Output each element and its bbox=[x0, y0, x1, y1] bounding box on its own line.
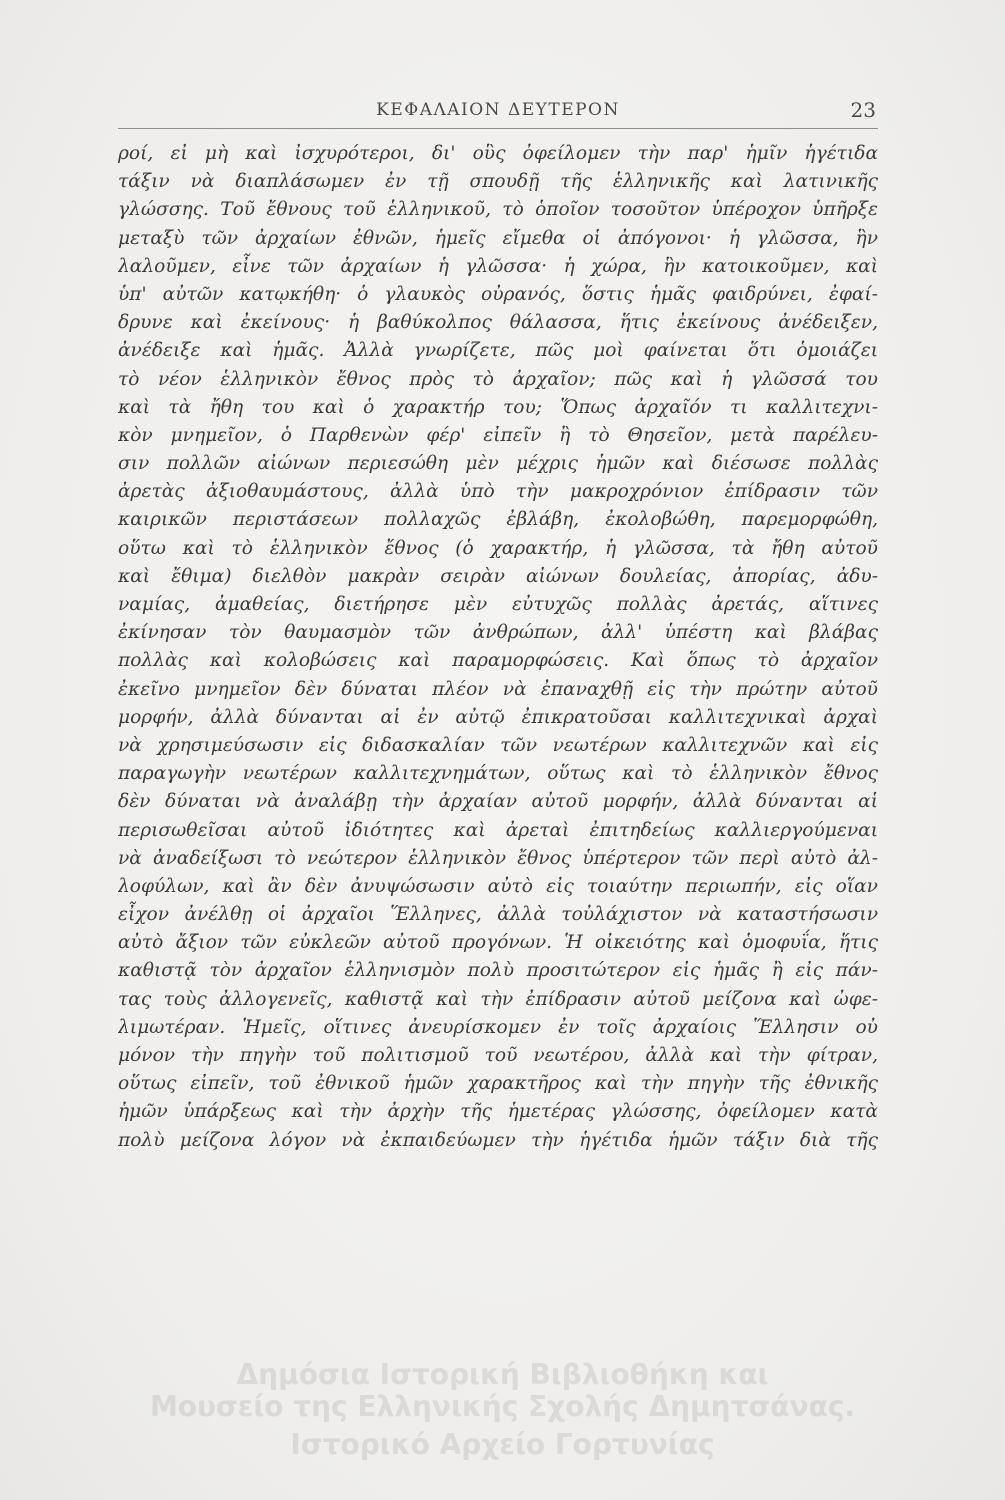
text-line: καιρικῶν περιστάσεων πολλαχῶς ἐβλάβη, ἐκολοβώθη, παρεμορφώθη, bbox=[118, 509, 878, 531]
text-line: τάξιν νὰ διαπλάσωμεν ἐν τῇ σπουδῇ τῆς ἑλληνικῆς καὶ λατινικῆς bbox=[118, 171, 878, 193]
text-line: καὶ τὰ ἤθη του καὶ ὁ χαρακτήρ του; Ὅπως ἀρχαῖόν τι καλλιτεχνι- bbox=[118, 396, 878, 418]
text-line: ὑπ' αὐτῶν κατῳκήθη· ὁ γλαυκὸς οὐρανός, ὅστις ἡμᾶς φαιδρύνει, ἐφαί- bbox=[118, 283, 878, 305]
text-line: μόνον τὴν πηγὴν τοῦ πολιτισμοῦ τοῦ νεωτέρου, ἀλλὰ καὶ τὴν φίτραν, bbox=[118, 1045, 878, 1066]
page-number: 23 bbox=[850, 98, 876, 122]
text-line: περισωθεῖσαι αὐτοῦ ἰδιότητες καὶ ἀρεταὶ ἐπιτηδείως καλλιεργούμεναι bbox=[118, 819, 878, 841]
text-line: κὸν μνημεῖον, ὁ Παρθενὼν φέρ' εἰπεῖν ἢ τὸ Θησεῖον, μετὰ παρέλευ- bbox=[118, 424, 878, 446]
text-line: ναμίας, ἀμαθείας, διετήρησε μὲν εὐτυχῶς πολλὰς ἀρετάς, αἵτινες bbox=[118, 594, 878, 615]
text-line: μορφήν, ἀλλὰ δύνανται αἱ ἐν αὐτῷ ἐπικρατοῦσαι καλλιτεχνικαὶ ἀρχαὶ bbox=[118, 706, 878, 728]
text-line: καὶ ἔθιμα) διελθὸν μακρὰν σειρὰν αἰώνων δουλείας, ἀπορίας, ἀδυ- bbox=[118, 565, 878, 587]
watermark-line-2: Μουσείο της Ελληνικής Σχολής Δημητσάνας. bbox=[149, 1390, 856, 1423]
text-line: καθιστᾷ τὸν ἀρχαῖον ἑλληνισμὸν πολὺ προσιτώτερον εἰς ἡμᾶς ἢ εἰς πάν- bbox=[118, 960, 878, 982]
text-line: νὰ χρησιμεύσωσιν εἰς διδασκαλίαν τῶν νεωτέρων καλλιτεχνῶν καὶ εἰς bbox=[118, 734, 878, 756]
text-line: πολὺ μείζονα λόγον νὰ ἐκπαιδεύωμεν τὴν ἡγέτιδα ἡμῶν τάξιν διὰ τῆς bbox=[118, 1129, 878, 1151]
text-line: λοφύλων, καὶ ἂν δὲν ἀνυψώσωσιν αὐτὸ εἰς τοιαύτην περιωπήν, εἰς οἵαν bbox=[118, 875, 878, 897]
text-line: εἶχον ἀνέλθῃ οἱ ἀρχαῖοι Ἕλληνες, ἀλλὰ τοὐλάχιστον νὰ καταστήσωσιν bbox=[118, 904, 878, 926]
text-line: σιν πολλῶν αἰώνων περιεσώθη μὲν μέχρις ἡμῶν καὶ διέσωσε πολλὰς bbox=[118, 453, 878, 475]
body-text bbox=[118, 140, 878, 1155]
page-header bbox=[118, 92, 878, 129]
text-line: δρυνε καὶ ἐκείνους· ἡ βαθύκολπος θάλασσα, ἥτις ἐκείνους ἀνέδειξεν, bbox=[118, 312, 878, 334]
text-line: πολλὰς καὶ κολοβώσεις καὶ παραμορφώσεις. Καὶ ὅπως τὸ ἀρχαῖον bbox=[118, 650, 878, 672]
text-line: δὲν δύναται νὰ ἀναλάβῃ τὴν ἀρχαίαν αὐτοῦ μορφήν, ἀλλὰ δύνανται αἱ bbox=[118, 791, 878, 813]
text-line: οὕτω καὶ τὸ ἑλληνικὸν ἔθνος (ὁ χαρακτήρ, ἡ γλῶσσα, τὰ ἤθη αὐτοῦ bbox=[118, 537, 878, 559]
text-line: ἀρετὰς ἀξιοθαυμάστους, ἀλλὰ ὑπὸ τὴν μακροχρόνιον ἐπίδρασιν τῶν bbox=[118, 481, 878, 503]
text-line: οὕτως εἰπεῖν, τοῦ ἐθνικοῦ ἡμῶν χαρακτῆρος καὶ τὴν πηγὴν τῆς ἐθνικῆς bbox=[118, 1073, 878, 1095]
watermark-line-3: Ιστορικό Αρχείο Γορτυνίας bbox=[290, 1428, 715, 1461]
watermark-line-1: Δημόσια Ιστορική Βιβλιοθήκη και bbox=[236, 1358, 769, 1391]
text-line: λαλοῦμεν, εἶνε τῶν ἀρχαίων ἡ γλῶσσα· ἡ χώρα, ἣν κατοικοῦμεν, καὶ bbox=[118, 255, 878, 277]
text-line: ροί, εἰ μὴ καὶ ἰσχυρότεροι, δι' οὓς ὀφείλομεν τὴν παρ' ἡμῖν ἡγέτιδα bbox=[118, 143, 878, 164]
text-line: αὐτὸ ἄξιον τῶν εὐκλεῶν αὐτοῦ προγόνων. Ἡ οἰκειότης καὶ ὁμοφυΐα, ἥτις bbox=[118, 932, 878, 954]
text-line: λιμωτέραν. Ἡμεῖς, οἵτινες ἀνευρίσκομεν ἐν τοῖς ἀρχαίοις Ἕλλησιν οὐ bbox=[118, 1016, 878, 1038]
text-line: νὰ ἀναδείξωσι τὸ νεώτερον ἑλληνικὸν ἔθνος ὑπέρτερον τῶν περὶ αὐτὸ ἀλ- bbox=[118, 847, 878, 869]
text-line: παραγωγὴν νεωτέρων καλλιτεχνημάτων, οὕτως καὶ τὸ ἑλληνικὸν ἔθνος bbox=[118, 763, 878, 785]
text-line: γλώσσης. Τοῦ ἔθνους τοῦ ἑλληνικοῦ, τὸ ὁποῖον τοσοῦτον ὑπέροχον ὑπῆρξε bbox=[118, 199, 878, 221]
text-line: ἐκεῖνο μνημεῖον δὲν δύναται πλέον νὰ ἐπαναχθῇ εἰς τὴν πρώτην αὐτοῦ bbox=[118, 678, 878, 700]
text-line: ἐκίνησαν τὸν θαυμασμὸν τῶν ἀνθρώπων, ἀλλ' ὑπέστη καὶ βλάβας bbox=[118, 622, 878, 644]
text-line: μεταξὺ τῶν ἀρχαίων ἐθνῶν, ἡμεῖς εἴμεθα οἱ ἀπόγονοι· ἡ γλῶσσα, ἣν bbox=[118, 227, 878, 249]
running-title: ΚΕΦΑΛΑΙΟΝ ΔΕΥΤΕΡΟΝ bbox=[376, 100, 620, 120]
text-line: τὸ νέον ἑλληνικὸν ἔθνος πρὸς τὸ ἀρχαῖον; πῶς καὶ ἡ γλῶσσά του bbox=[118, 368, 878, 390]
text-line: ἀνέδειξε καὶ ἡμᾶς. Ἀλλὰ γνωρίζετε, πῶς μοὶ φαίνεται ὅτι ὁμοιάζει bbox=[118, 340, 878, 362]
text-line: ἡμῶν ὑπάρξεως καὶ τὴν ἀρχὴν τῆς ἡμετέρας γλώσσης, ὀφείλομεν κατὰ bbox=[118, 1101, 878, 1123]
text-line: τας τοὺς ἀλλογενεῖς, καθιστᾷ καὶ τὴν ἐπίδρασιν αὐτοῦ μείζονα καὶ ὠφε- bbox=[118, 988, 878, 1010]
